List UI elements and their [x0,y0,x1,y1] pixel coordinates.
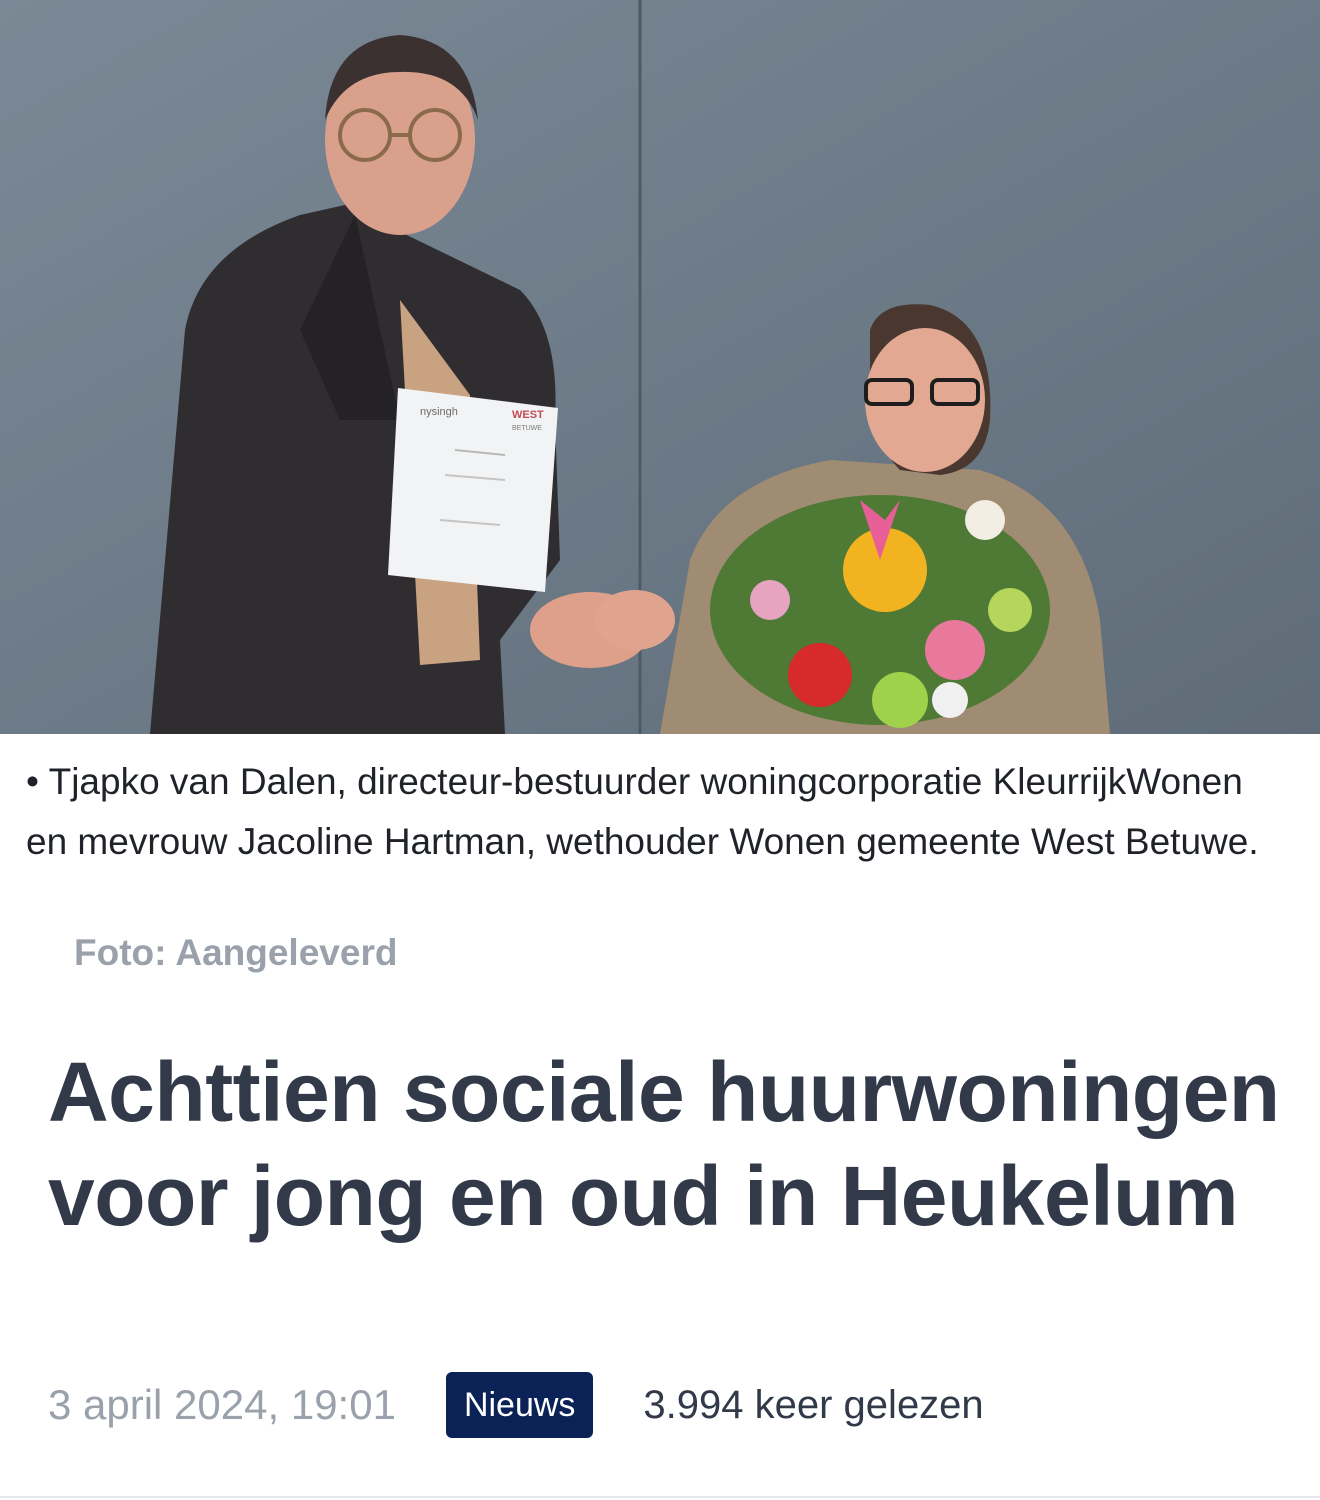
svg-text:WEST: WEST [512,409,544,421]
photo-illustration [0,0,1320,734]
signed-document [388,388,558,592]
photo-caption [26,752,1286,872]
caption-text: Tjapko van Dalen, directeur-bestuurder woningcorporatie KleurrijkWonen en mevrouw Jacoline Hartman, wethouder Wonen gemeente West Betuwe. [26,761,1259,862]
photo-credit: Foto: Aangeleverd [74,932,398,973]
svg-text:BETUWE: BETUWE [512,425,542,432]
publish-date: 3 april 2024, 19:01 [48,1381,396,1428]
category-badge[interactable]: Nieuws [446,1372,593,1438]
article-meta [48,1372,984,1438]
divider [0,1496,1320,1498]
caption-bullet: • [26,761,39,802]
read-count: 3.994 keer gelezen [643,1382,984,1427]
article-headline: Achttien sociale huurwoningen voor jong en oud in Heukelum [48,1045,1280,1243]
article-photo[interactable] [0,0,1320,734]
svg-text:nysingh: nysingh [420,406,458,418]
